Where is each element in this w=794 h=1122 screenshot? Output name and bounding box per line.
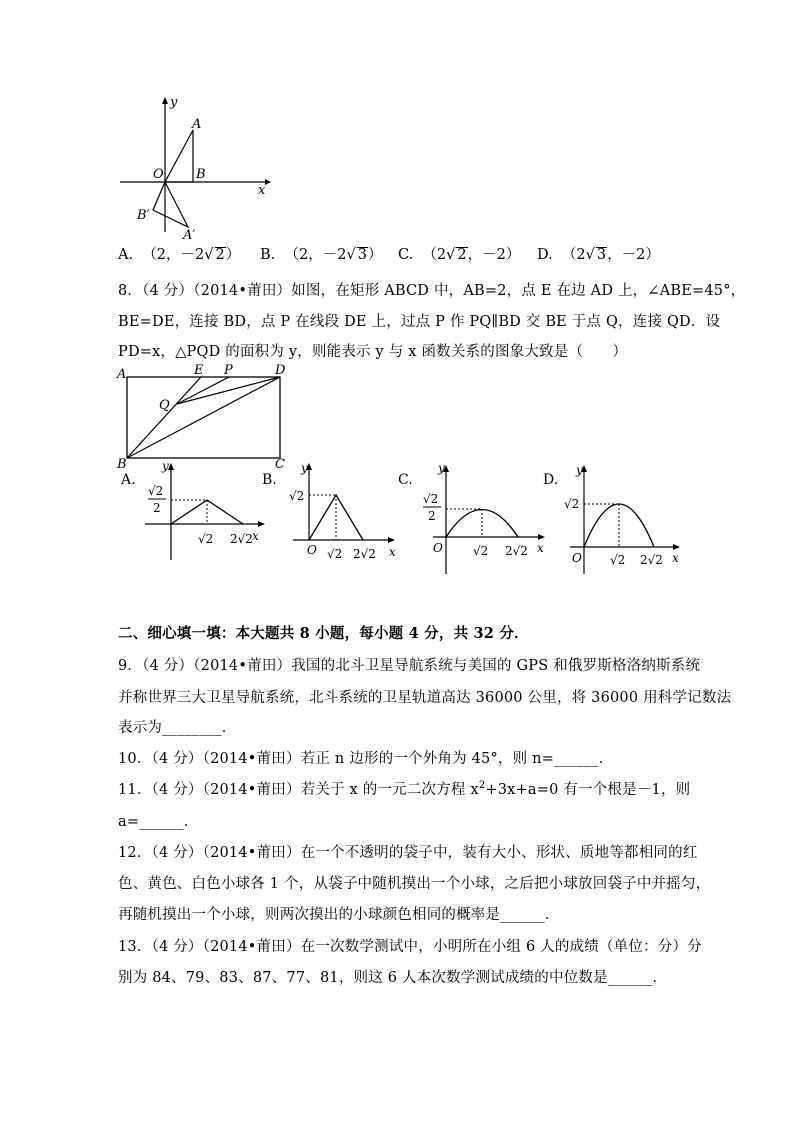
- x-axis-arrow: [265, 179, 271, 185]
- graph-line: [309, 495, 363, 540]
- sqrt-symbol: √: [346, 247, 356, 263]
- option-text: （2，－2: [284, 247, 347, 263]
- y-label: y: [576, 463, 583, 477]
- triangle-oab-rotated: [153, 182, 188, 227]
- origin-label: O: [153, 167, 164, 182]
- y-value: √2: [289, 489, 305, 503]
- y-value-bottom: 2: [428, 509, 436, 523]
- q12-line-1: 12．（4 分）（2014•莆田）在一个不透明的袋子中，装有大小、形状、质地等都相同的红: [118, 845, 698, 861]
- y-label: y: [162, 462, 169, 473]
- q8-option-b-letter: B.: [262, 472, 277, 488]
- q12-line-2: 色、黄色、白色小球各 1 个，从袋子中随机摸出一个小球，之后把小球放回袋子中并摇匀，: [118, 876, 711, 892]
- point-e-label: E: [194, 363, 204, 378]
- q8-rectangle-figure: [115, 360, 295, 470]
- radicand: 3: [596, 247, 607, 263]
- q8-line-2: BE=DE，连接 BD，点 P 在线段 DE 上，过点 P 作 PQ∥BD 交 BE 于点 Q，连接 QD．设: [118, 314, 721, 330]
- radicand: 2: [215, 247, 225, 263]
- option-text: （2: [561, 247, 586, 263]
- x-tick-1: √2: [473, 544, 489, 558]
- point-q-label: Q: [159, 398, 170, 413]
- point-a-prime-label: A′: [183, 228, 196, 242]
- q7-option-c: [398, 243, 520, 264]
- x-tick-1: √2: [198, 532, 214, 546]
- option-text: （2，－2: [142, 247, 205, 263]
- q10-line: 10．（4 分）（2014•莆田）若正 n 边形的一个外角为 45°，则 n=______．: [118, 751, 614, 767]
- x-tick-1: √2: [327, 547, 343, 561]
- option-letter: D.: [537, 247, 553, 263]
- option-letter: C.: [398, 247, 414, 263]
- x-axis-arrow: [258, 521, 265, 527]
- y-label: y: [170, 95, 178, 110]
- origin-label: O: [433, 541, 443, 555]
- section-2-heading: 二、细心填一填：本大题共 8 小题，每小题 4 分，共 32 分．: [118, 625, 529, 642]
- q13-line-1: 13．（4 分）（2014•莆田）在一次数学测试中，小明所在小组 6 人的成绩（单位：分）分: [118, 939, 702, 955]
- segment-pq: [177, 377, 229, 404]
- y-label: y: [438, 462, 445, 475]
- y-value-top: √2: [148, 484, 164, 498]
- option-text-end: ）: [225, 247, 241, 263]
- segment-bd: [127, 377, 280, 458]
- option-text: （2: [422, 247, 447, 263]
- q11-line-2: a=______．: [118, 814, 199, 830]
- q8-line-3: PD=x，△PQD 的面积为 y，则能表示 y 与 x 函数关系的图象大致是（ ）: [118, 344, 628, 360]
- y-value-bottom: 2: [153, 501, 161, 515]
- option-text-end: ，－2）: [607, 247, 660, 263]
- q8-option-a-graph: [140, 462, 270, 572]
- radicand: 3: [357, 247, 367, 263]
- x-label: x: [258, 183, 266, 198]
- x-tick-2: 2√2: [505, 544, 528, 558]
- segment-qd: [177, 377, 280, 404]
- q7-option-b: [260, 243, 382, 264]
- radicand: 2: [457, 247, 467, 263]
- point-b-label: B: [117, 457, 127, 470]
- q8-option-b-graph: [285, 460, 405, 570]
- option-letter: B.: [260, 247, 276, 263]
- y-value: √2: [564, 497, 580, 511]
- x-label: x: [672, 551, 679, 565]
- x-tick-2: 2√2: [230, 532, 253, 546]
- q11-line-1: [118, 778, 690, 799]
- q8-option-a-letter: A.: [121, 472, 136, 488]
- q12-line-3: 再随机摸出一个小球，则两次摸出的小球颜色相同的概率是______．: [118, 907, 560, 923]
- sqrt-symbol: √: [585, 247, 595, 263]
- origin-label: O: [572, 551, 582, 565]
- x-axis-arrow: [673, 544, 680, 550]
- sqrt-symbol: √: [204, 247, 214, 263]
- q13-line-2: 别为 84、79、83、87、77、81，则这 6 人本次数学测试成绩的中位数是______．: [118, 970, 668, 986]
- y-axis-arrow: [168, 463, 174, 470]
- q8-line-1: 8．（4 分）（2014•莆田）如图，在矩形 ABCD 中，AB=2，点 E 在边 AD 上，∠ABE=45°，: [118, 283, 746, 299]
- x-axis-arrow: [388, 537, 395, 543]
- option-text-end: ，－2）: [467, 247, 521, 263]
- x-label: x: [389, 545, 396, 559]
- option-text-end: ）: [367, 247, 383, 263]
- point-b-prime-label: B′: [137, 208, 150, 223]
- x-axis-arrow: [538, 534, 545, 540]
- q9-line-3: 表示为________．: [118, 720, 237, 736]
- point-a-label: A: [117, 367, 127, 382]
- q8-option-c-letter: C.: [398, 472, 413, 488]
- point-b-label: B: [196, 167, 206, 182]
- x-label: x: [252, 529, 259, 543]
- q8-option-c-graph: [415, 462, 550, 577]
- q8-option-d-graph: [560, 462, 685, 577]
- q11-text-post: +3x+a=0 有一个根是－1，则: [485, 782, 691, 798]
- q7-option-d: [537, 243, 660, 264]
- origin-label: O: [307, 543, 317, 557]
- segment-be: [127, 377, 201, 458]
- point-d-label: D: [275, 363, 286, 378]
- sqrt-symbol: √: [446, 247, 456, 263]
- point-c-label: C: [275, 457, 285, 470]
- q7-option-a: [118, 243, 240, 264]
- point-p-label: P: [224, 363, 233, 378]
- q11-text-pre: 11．（4 分）（2014•莆田）若关于 x 的一元二次方程 x: [118, 782, 479, 798]
- q9-line-1: 9．（4 分）（2014•莆田）我国的北斗卫星导航系统与美国的 GPS 和俄罗斯格洛纳斯系统: [118, 658, 701, 674]
- y-axis-arrow: [162, 97, 168, 104]
- q9-line-2: 并称世界三大卫星导航系统，北斗系统的卫星轨道高达 36000 公里，将 36000 用科学记数法: [118, 690, 732, 706]
- q7-figure: [115, 92, 275, 242]
- option-letter: A.: [118, 247, 134, 263]
- q11-exponent: 2: [478, 780, 486, 792]
- x-tick-1: √2: [610, 553, 626, 567]
- triangle-oab: [165, 130, 193, 182]
- y-value-top: √2: [423, 492, 439, 506]
- point-a-label: A: [192, 117, 202, 132]
- x-label: x: [537, 541, 544, 555]
- y-label: y: [301, 461, 308, 475]
- x-tick-2: 2√2: [353, 547, 376, 561]
- q8-option-d-letter: D.: [543, 472, 559, 488]
- x-tick-2: 2√2: [640, 553, 663, 567]
